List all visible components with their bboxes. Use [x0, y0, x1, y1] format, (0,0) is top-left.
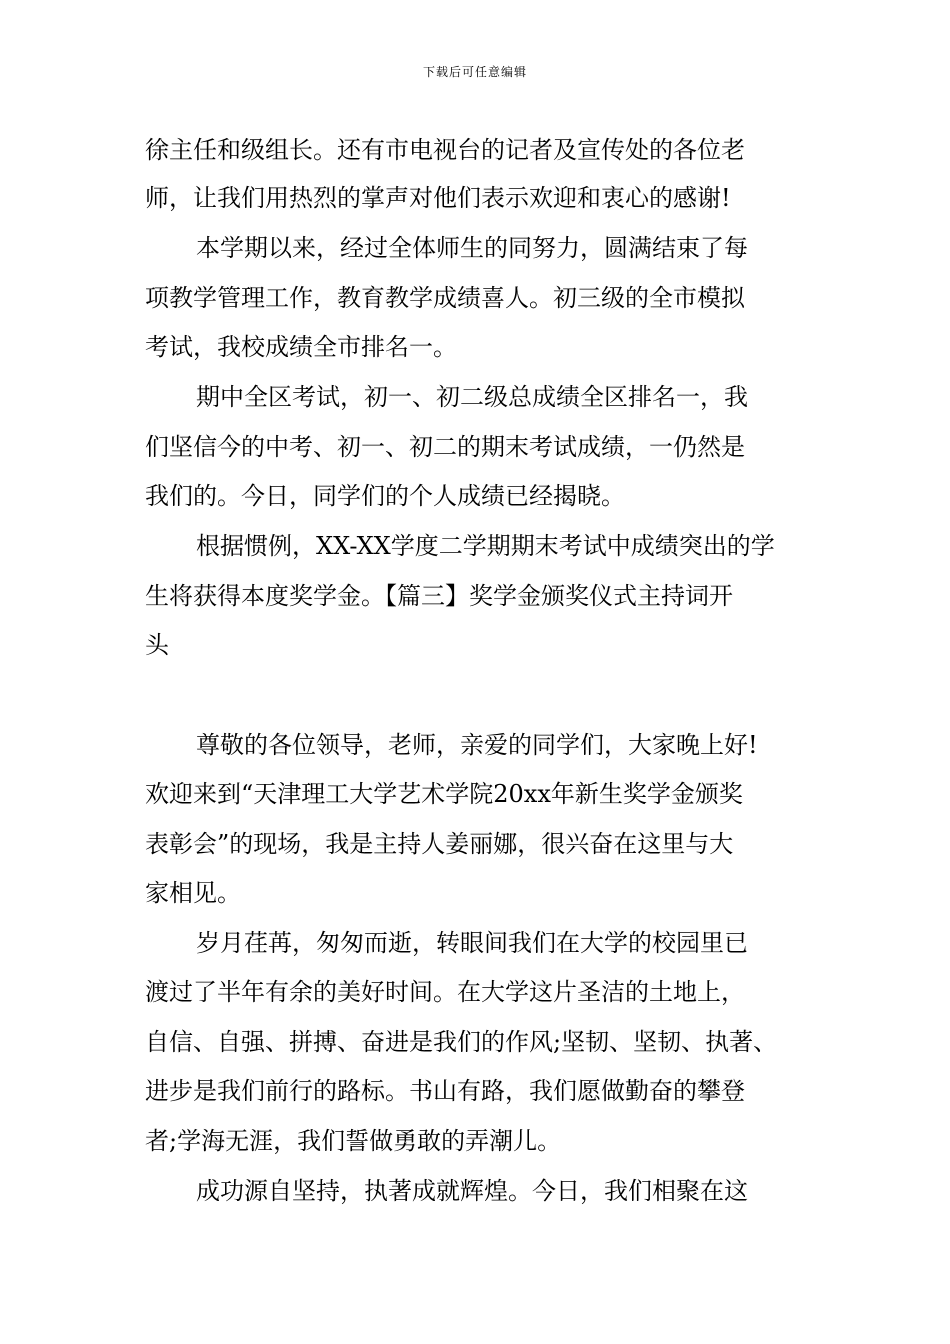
text-line: 徐主任和级组长。还有市电视台的记者及宣传处的各位老 — [145, 136, 745, 164]
text-line: 渡过了半年有余的美好时间。在大学这片圣洁的土地上， — [145, 978, 745, 1006]
text-line: 岁月荏苒，匆匆而逝，转眼间我们在大学的校园里已 — [196, 929, 748, 957]
text-line: 家相见。 — [145, 879, 241, 907]
text-line: 考试，我校成绩全市排名一。 — [145, 333, 457, 361]
text-line: 根据惯例，XX-XX学度二学期期末考试中成绩突出的学 — [196, 532, 775, 560]
text-line: 师，让我们用热烈的掌声对他们表示欢迎和衷心的感谢! — [145, 184, 731, 212]
text-line: 自信、自强、拼搏、奋进是我们的作风;坚韧、坚韧、执著、 — [145, 1028, 778, 1056]
text-line: 者;学海无涯，我们誓做勇敢的弄潮儿。 — [145, 1127, 562, 1155]
text-line: 我们的。今日，同学们的个人成绩已经揭晓。 — [145, 482, 625, 510]
text-line: 尊敬的各位领导，老师，亲爱的同学们，大家晚上好! — [196, 731, 758, 759]
text-line: 成功源自坚持，执著成就辉煌。今日，我们相聚在这 — [196, 1177, 748, 1205]
page-header-note: 下载后可任意编辑 — [422, 65, 527, 79]
text-line: 进步是我们前行的路标。书山有路，我们愿做勤奋的攀登 — [145, 1077, 745, 1105]
text-line: 本学期以来，经过全体师生的同努力，圆满结束了每 — [196, 234, 748, 262]
text-line: 生将获得本度奖学金。【篇三】奖学金颁奖仪式主持词开 — [145, 582, 733, 610]
text-line: 表彰会”的现场，我是主持人姜丽娜，很兴奋在这里与大 — [145, 830, 734, 858]
text-line: 期中全区考试，初一、初二级总成绩全区排名一，我 — [196, 383, 748, 411]
text-line: 欢迎来到“天津理工大学艺术学院20xx年新生奖学金颁奖 — [145, 780, 743, 808]
text-line: 们坚信今的中考、初一、初二的期末考试成绩，一仍然是 — [145, 433, 745, 461]
text-line: 项教学管理工作，教育教学成绩喜人。初三级的全市模拟 — [145, 284, 745, 312]
text-line: 头 — [145, 631, 169, 659]
